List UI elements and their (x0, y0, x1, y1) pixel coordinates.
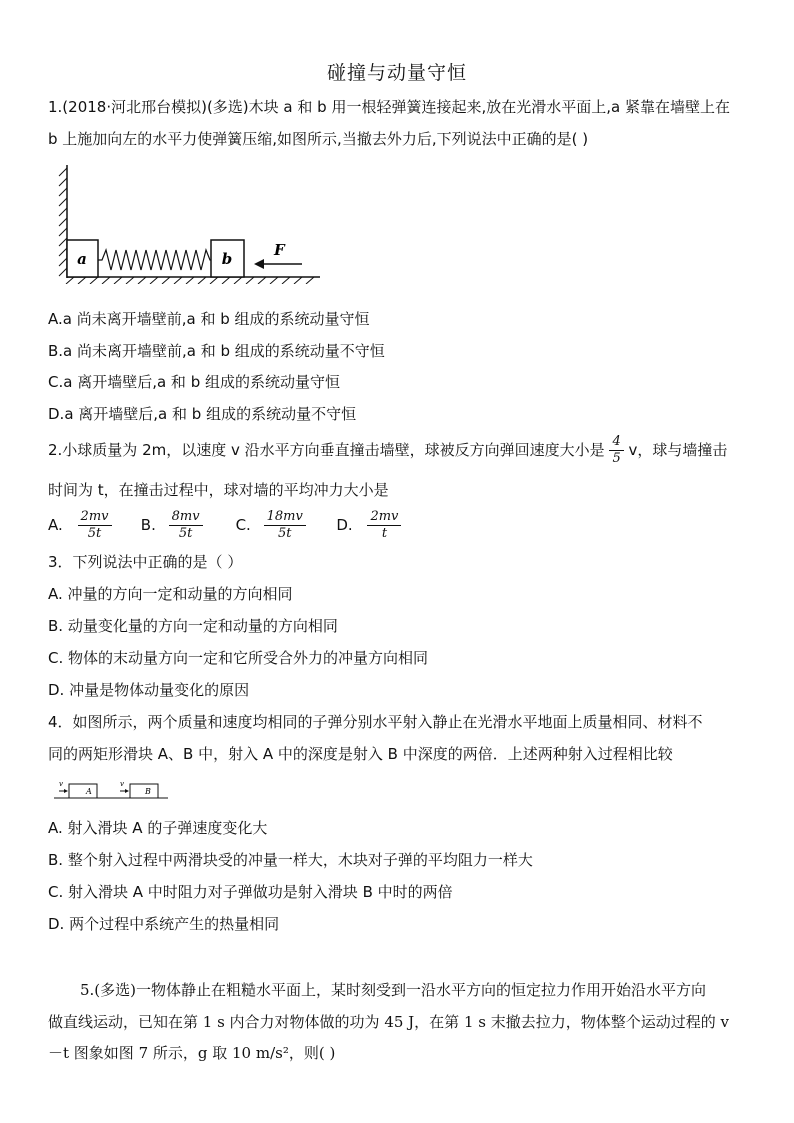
q2-option-d-frac (367, 510, 401, 541)
q4-block-a-label: A (86, 787, 92, 796)
q4-option-b: B. 整个射入过程中两滑块受的冲量一样大，木块对子弹的平均阻力一样大 (48, 851, 533, 869)
q4-option-d: D. 两个过程中系统产生的热量相同 (48, 915, 280, 933)
q3-option-c: C. 物体的末动量方向一定和它所受合外力的冲量方向相同 (48, 649, 429, 667)
q5-stem-line2: 做直线运动，已知在第 1 s 内合力对物体做的功为 45 J，在第 1 s 末撤去拉力，物体整个运动过程的 v (48, 1013, 729, 1031)
q2-option-c-label: C. (235, 516, 251, 534)
q2-fraction-num: 4 (609, 435, 623, 451)
q4-velocity-label-2: v (120, 780, 124, 788)
q4-figure (52, 779, 170, 803)
q2-option-b-frac (169, 510, 203, 541)
q2-stem-text-pre: 2.小球质量为 2m，以速度 v 沿水平方向垂直撞击墙壁，球被反方向弹回速度大小是 (48, 441, 605, 459)
q1-figure (52, 160, 324, 284)
q1-option-b: B.a 尚未离开墙壁前,a 和 b 组成的系统动量不守恒 (48, 342, 385, 360)
q3-option-d: D. 冲量是物体动量变化的原因 (48, 681, 250, 699)
q2-option-d-den: t (381, 526, 388, 541)
q2-option-b-num: 8mv (169, 510, 203, 526)
q2-options (48, 508, 753, 542)
block-b-label: b (221, 250, 233, 268)
force-arrow (254, 259, 264, 269)
q2-option-b-den: 5t (178, 526, 193, 541)
q4-stem-line1: 4．如图所示，两个质量和速度均相同的子弹分别水平射入静止在光滑水平地面上质量相同、材料不 (48, 713, 703, 731)
q2-stem-line2: 时间为 t，在撞击过程中，球对墙的平均冲力大小是 (48, 481, 389, 499)
q1-stem-line1: 1.(2018·河北邢台模拟)(多选)木块 a 和 b 用一根轻弹簧连接起来,放在光滑水平面上,a 紧靠在墙壁上在 (48, 98, 730, 116)
q4-option-a: A. 射入滑块 A 的子弹速度变化大 (48, 819, 268, 837)
q2-option-b (141, 508, 231, 542)
q2-option-a-den: 5t (87, 526, 102, 541)
q3-stem: 3．下列说法中正确的是（ ） (48, 553, 243, 571)
q2-option-d (336, 508, 426, 542)
q3-option-b: B. 动量变化量的方向一定和动量的方向相同 (48, 617, 338, 635)
force-label: F (274, 241, 285, 259)
q2-fraction-den: 5 (612, 451, 621, 466)
page-title: 碰撞与动量守恒 (326, 62, 467, 84)
q1-stem-line2: b 上施加向左的水平力使弹簧压缩,如图所示,当撤去外力后,下列说法中正确的是( ) (48, 130, 589, 148)
q2-option-a-label: A. (48, 516, 63, 534)
q4-block-b (130, 784, 158, 798)
q2-option-a-frac (78, 510, 112, 541)
q1-option-d: D.a 离开墙壁后,a 和 b 组成的系统动量不守恒 (48, 405, 357, 423)
q2-option-c (236, 508, 332, 542)
q2-stem-line1 (48, 431, 753, 469)
q1-option-c: C.a 离开墙壁后,a 和 b 组成的系统动量守恒 (48, 373, 340, 391)
q2-option-d-label: D. (336, 516, 353, 534)
q3-option-a: A. 冲量的方向一定和动量的方向相同 (48, 585, 293, 603)
q2-option-a (48, 508, 136, 542)
q2-option-c-den: 5t (277, 526, 292, 541)
q4-block-b-label: B (145, 787, 151, 796)
q2-option-a-num: 2mv (78, 510, 112, 526)
q1-option-a: A.a 尚未离开墙壁前,a 和 b 组成的系统动量守恒 (48, 310, 370, 328)
q2-option-d-num: 2mv (367, 510, 401, 526)
q2-stem-text-post: v，球与墙撞击 (628, 441, 728, 459)
q2-option-b-label: B. (140, 516, 156, 534)
q4-option-c: C. 射入滑块 A 中时阻力对子弹做功是射入滑块 B 中时的两倍 (48, 883, 453, 901)
q5-stem-line1: 5.(多选)一物体静止在粗糙水平面上，某时刻受到一沿水平方向的恒定拉力作用开始沿水平方向 (80, 981, 707, 999)
q2-fraction (609, 435, 623, 466)
q2-option-c-num: 18mv (264, 510, 306, 526)
q4-stem-line2: 同的两矩形滑块 A、B 中，射入 A 中的深度是射入 B 中深度的两倍．上述两种射入过程相比较 (48, 745, 673, 763)
spring (98, 250, 211, 270)
q2-option-c-frac (264, 510, 306, 541)
q4-block-a (69, 784, 97, 798)
q5-stem-line3: －t 图象如图 7 所示，g 取 10 m/s²，则( ) (48, 1044, 336, 1062)
block-a-label: a (77, 250, 87, 268)
q4-velocity-label-1: v (59, 780, 63, 788)
